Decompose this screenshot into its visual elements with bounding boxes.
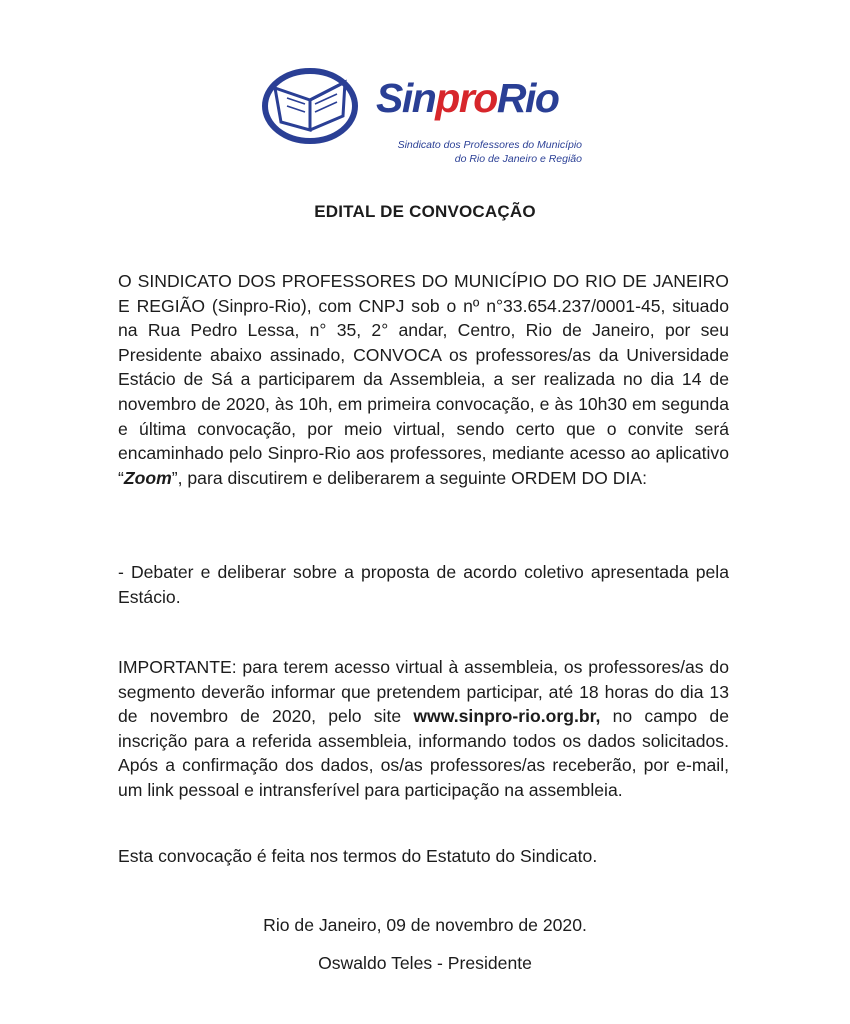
logo-word-pro: pro [435, 75, 497, 121]
convocation-text-end: ”, para discutirem e deliberarem a seguinte ORDEM DO DIA: [171, 467, 647, 488]
document-title: EDITAL DE CONVOCAÇÃO [314, 202, 536, 221]
signature-line: Oswaldo Teles - Presidente [318, 953, 532, 973]
important-paragraph [118, 655, 729, 803]
zoom-app-name: Zoom [123, 467, 172, 488]
logo-subtitle-line-2: do Rio de Janeiro e Região [454, 153, 582, 165]
statute-note: Esta convocação é feita nos termos do Estatuto do Sindicato. [118, 846, 598, 866]
logo-word-rio: Rio [496, 75, 559, 121]
logo-word-sin: Sin [376, 75, 436, 121]
convocation-text-start: O SINDICATO DOS PROFESSORES DO MUNICÍPIO DO RIO DE JANEIRO E REGIÃO (Sinpro-Rio), com CNPJ sob o nº n°33.654.237/0001-45, situado na Rua Pedro Lessa, n° 35, 2° andar, Centro, Rio de Janeiro, por seu Presidente abaixo assinado, CONVOCA os professores/as da Universidade Estácio de Sá a participarem da Assembleia, a ser realizada no dia 14 de novembro de 2020, às 10h, em primeira convocação, e às 10h30 em segunda e última convocação, por meio virtual, sendo certo que o convite será encaminhado pelo Sinpro-Rio aos professores, mediante acesso ao aplicativo “ [118, 271, 729, 488]
open-book-in-circle-icon [261, 66, 359, 146]
logo-subtitle [377, 138, 582, 166]
logo-wordmark [376, 75, 559, 121]
important-text-start: IMPORTANTE: para terem acesso virtual à assembleia, os professores/as do segmento deverão informar que pretendem participar, até 18 horas do dia 13 de novembro de 2020, pelo site [118, 657, 729, 727]
sinpro-rio-logo [261, 66, 591, 176]
website-link[interactable]: www.sinpro-rio.org.br, [413, 706, 601, 727]
important-text-end: no campo de inscrição para a referida assembleia, informando todos os dados solicitados. Após a confirmação dos dados, os/as professores/as receberão, por e-mail, um link pessoal e intransferível para participação na assembleia. [118, 706, 729, 800]
convocation-paragraph [118, 269, 729, 490]
agenda-item: - Debater e deliberar sobre a proposta de acordo coletivo apresentada pela Estácio. [118, 562, 729, 607]
logo-subtitle-line-1: Sindicato dos Professores do Município [397, 139, 582, 151]
date-line: Rio de Janeiro, 09 de novembro de 2020. [263, 915, 587, 935]
